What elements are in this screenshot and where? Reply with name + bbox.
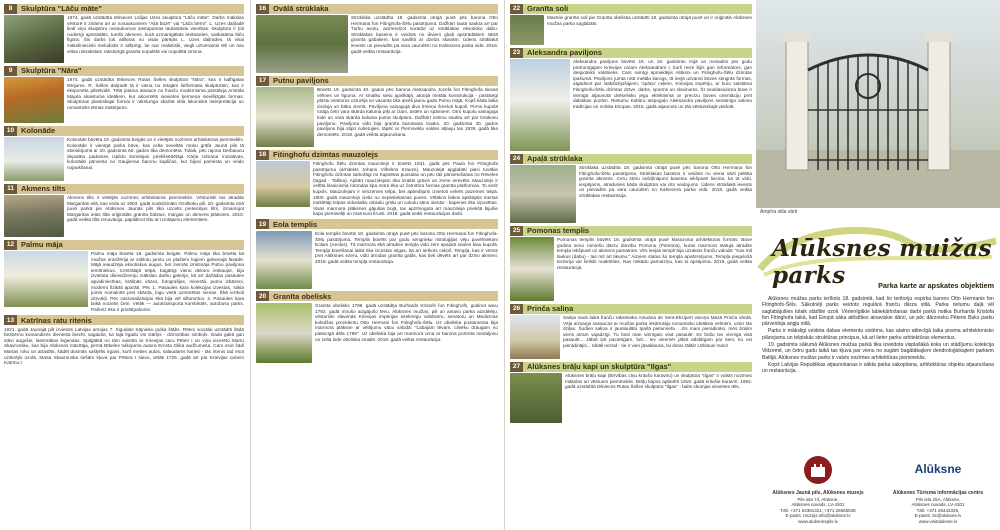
section-body (256, 303, 498, 363)
contact-museum (762, 452, 874, 524)
section-text: 1974. gadā uzstādīta tēlnieces Rutas Šelles skulptūra "Nāra", kas ir kalfīgalas tēlojums. R. Šelles daiļradē tā ir viena no retajām lielformāta skulptūrām, kas ir eksponēta pilsētvidē. Tēlā jūtama atsauce no franču modernisma pārstāvja Aristīda Majola skaistuma ideāliem, kur akcentēts sievietes ķermeņa sievišķīgās formas. Skulptūras plastiskajai formai ir raksturīga skarbā stila lakoniskā interpretācija un romantisks tēmas traktējums. (67, 77, 244, 110)
section-25 (510, 225, 752, 301)
section-number: 11 (4, 184, 17, 194)
section-title: Katrīnas ratu ritenis (17, 315, 244, 325)
section-title: Kolonāde (17, 126, 244, 136)
section-number: 12 (4, 240, 17, 250)
section-10 (4, 125, 244, 181)
section-19 (256, 219, 498, 289)
contact-email[interactable]: E-pasts: tic@aluksne.lv (914, 513, 962, 518)
section-number: 25 (510, 226, 523, 236)
subtitle: Parka karte ar apskates objektiem (878, 281, 994, 290)
section-16 (256, 3, 498, 73)
section-body (4, 195, 244, 237)
section-13 (4, 315, 244, 366)
section-title: Akmens tilts (17, 184, 244, 194)
section-header (510, 3, 752, 14)
section-header (4, 315, 244, 326)
section-photo (4, 77, 64, 123)
section-photo (256, 303, 312, 363)
section-27 (510, 361, 752, 423)
section-title: Aleksandra paviljons (523, 48, 752, 58)
contact-line: Tālr. +371 64381321; +371 25665538 (780, 507, 856, 513)
section-title: Granīta soli (523, 4, 752, 14)
section-body (510, 59, 752, 151)
section-photo (510, 165, 576, 223)
column-1 (0, 0, 248, 530)
section-text: 1974. gadā uzstādīta tēlnieces Lūlijas Uzes skulptūra "Lāču māte". Darbs mākslas vēsturē ir zināms arī ar nosaukumiem "Aiļā būzē" vai "Lāča bērni". L. Uzes daiļradē liedi viņu skulptūru nosaukumos sastopamas tautastāstu vienības. Skulptūra ir ļoti noderīgi apstrādāts, tumšs akmens, kurā uzmanīgākās ieskatoties, saskatāma lāču figūra. Šis darbs ļoti atšķiras no visas pārējās L. Uzes daiļrades, tā visai mākslinieciski melodisks ir atšķirīgi, tie nav realistiski, viegli uztveramie tēli un nav vēlas rokrakstam raksturīgā granīta nopulētā vai nopulētā virsma. (67, 15, 244, 54)
section-11 (4, 183, 244, 237)
section-text: Akmens tilts ir vietējās nozīmes arhitektūras piemineklis. Vēsturiski tas atradās Margaritas ielā, kas vedu uz 1903. gadā nodedzināto Ozolkoku pili. 20. gadsimta otrā pusē parkā pie Alūksnes Jaunās pils tika uzcelts pieteicējus tilts, izmantojot Margaritas ielas tilta oriģinālās granīta balstus, margas un akmens plāksnes. 2010. gadā veikta tilta renovācija, papildinot tiltu ar izrotājumu elementiem. (67, 195, 244, 223)
museum-logo (762, 452, 874, 488)
section-9 (4, 65, 244, 123)
section-title: Prinča saliņa (523, 304, 752, 314)
section-header (510, 153, 752, 164)
section-number: 10 (4, 126, 17, 136)
section-photo (510, 237, 554, 301)
section-photo (510, 315, 560, 359)
section-title: Putnu paviljons (269, 76, 498, 86)
section-header (510, 303, 752, 314)
section-24 (510, 153, 752, 223)
section-20 (256, 291, 498, 363)
section-8 (4, 3, 244, 63)
section-header (4, 183, 244, 194)
section-text: Strūklaka uzstādīta 18. gadsimta otrajā pusē pēc barona Otto Hermaņa fon Fitinghofa-Šēlu pasūtījuma. Strūklakas baseins ir veidots no viena sārti pelēka granīta akmens. Ceru stūru iedziļinājumi baseina iekšpusē liecina, ka tā vidū, iespējams, atradusies kāda skulptūra vai cits veidojums. Ūdens strūklakā ievests un pievadīts pa vara caurulēm no Kalnezera parka vidū. 2018. gadā veikta strūklakas restaurācija. (579, 165, 752, 198)
contact-tic (882, 452, 994, 524)
section-header (510, 361, 752, 372)
section-text: Palmu māja būvēta 18. gadsimta beigās. Palmu māja tika būvēta kā muižas oranžērija ar stiklotu jumtu un plašiem logiem galvenajā fasādē. Mājā ieaudzēja eksotiskus augus, bet ziemās izmitināja Putnu paviljona iemītniekus. Centrālajā telpā, bagātīgi vienu dekoru ieskaujot, bija izvietota dienvidzemju mākslas darbu galerija, kā arī dažādas pasaules apvidiniecības, krāšņās vāzes, fotografijas, minerāli, putnu izbāzeņi, moderni fizikāli aparāti. Pēc 1. Pasaules kara kolekcijas izvestas, stikla jumts nomainīts pret skārda, logu vietā uzmūrētas sienas. Ēkā ierīkoti dzīvokļi. Pēc nacionalizācijas ēkā bija vēl siltumnīca. 2. Pasaules kara laikā nocietis četri. Vēlāk — autotransporta kombināts, autobusu parks. Pašreiz ēka ir privātīpašums. (91, 251, 244, 312)
section-number: 27 (510, 362, 523, 372)
section-number: 19 (256, 219, 269, 229)
contact-line: Tālr. +371 25442335, (916, 507, 960, 513)
section-photo (256, 231, 312, 289)
section-header (4, 125, 244, 136)
section-body (510, 165, 752, 223)
section-number: 20 (256, 291, 269, 301)
section-number: 16 (256, 4, 269, 14)
main-title: Alūksnes muižas parks (772, 235, 992, 289)
section-18 (256, 149, 498, 217)
gate-photo (756, 0, 1000, 208)
castle-icon (803, 455, 833, 485)
section-photo (4, 15, 64, 63)
section-body (510, 237, 752, 301)
section-26 (510, 303, 752, 359)
section-body (4, 15, 244, 63)
section-header (510, 225, 752, 236)
section-body (510, 15, 752, 45)
section-body (4, 327, 244, 366)
section-header (256, 3, 498, 14)
section-body (510, 373, 752, 423)
tic-logo-text: Alūksne (914, 462, 962, 477)
section-number: 24 (510, 154, 523, 164)
contact-name: Alūksnes Tūrisma informācijas centrs (892, 490, 984, 496)
section-text: Būvēts 19. gadsimta 40. gados pēc barona Aleksandra Jozefa fon Fitinghofa sievas vēlmes un līguma. Ar smalku sietu apvilkājā, atūnijā metāla konstrukcijā - pastāvīgi plūstu viesturos uzturēja un vasarās tika atvēli jaunu gadu Putnu mājā. Kopš kāda laika ziedoja un bāka ziemā. Paviljona vainagojā divu līmeņu šmeloti kupoli. Pirms kupolā rotāja četri vara skārda kaluma pīķi ar izam, astēm un spārniem. Otro kupolu vainagoja lode un vara skārda kaluma putna skulptūra. Dažkārt cetimu sauktu arī par Drakonu paviljonu. Paviljona vidū bija granīta barotavas trauks. 20. gadsimta 30. gados paviljons bija stipri nolietojies, tāpēc ar Pieminekļu valdes atļauju tas 1939. gadā tika demontēts. 2018. gadā veikta atjaunošana. (317, 87, 498, 137)
section-photo (4, 195, 64, 237)
column-2 (252, 0, 502, 530)
section-number: 26 (510, 304, 523, 314)
section-body (4, 77, 244, 123)
section-photo (4, 251, 88, 307)
contact-website[interactable]: www.aluksnespils.lv (798, 518, 838, 524)
section-header (256, 149, 498, 160)
intro-text (756, 296, 1000, 375)
section-title: Fitinghofu dzimtas mauzolejs (269, 150, 498, 160)
section-text: Alūksnes brāļu kapi (Brīvības cīņu kritušo karavīru) un skulptūra "Ilgas" ir valsts nozīmes mākslas un vēstures piemineklis. Brāļu kapos apbedīti 1919. gadā kritušie karavīri. 1992. gadā uzstādīta tēlnieces Rutas Šelles skulptūra "Ilgas" - balts skumjas sievietes tēls. (565, 373, 752, 390)
section-body (4, 251, 244, 313)
section-number: 22 (510, 4, 523, 14)
section-text: Granīta obelisks 1799. gadā uzstādīja Burhards Kristofs fon Fitinghofs, godinot savu 1792. gadā mirušo aizgājušo tēvu, Alūksnes muižas, pili un ainavu parka aizsākēju, vēsturiski slavenās Krievijas impērijas ietekmīgu valstsvīru, senatoru un Medicīnas koledžas prezidentu Otto Hermani fon Fitinghofu-Šēlu. Uz obeliska postamenta bija marmora plāksne ar vēltījumu vācu valodā: "Labajam tēvam, cilvēku draugam no pateicīgā dēla 1799". Uz obeliska bija arī marmora urna ar barona portreta medaljonu un zelta lode obeliska smailē. 2018. gadā veikta restaurācija. (315, 302, 498, 342)
section-header (510, 47, 752, 58)
section-number: 17 (256, 76, 269, 86)
section-title: Eola templis (269, 219, 498, 229)
section-text: Masīvie granīta soli pie Granīta obeliska uzstādīti 18. gadsimta otrajā pusē un ir oriģināls Alūksnes muižas parka saglabāts. (547, 15, 752, 26)
contact-line: Pils iela 74, Alūksne, (797, 496, 839, 502)
section-text: Pomonas templis būvēts 18. gadsimta otrajā pusē klasicisma arhitektūras formās. Būve godina seno romiešu dārzu dievību Pomonu (Pōmōna), kuras marmora statuja atradās tempļa iekšpusē uz akmens pamatnes. Virs ieejas templī bija uzraksts franču valodā: "Kas mīl laukus (dabu) - tas mīl arī tikumu." Aizvien status šo tempļa apvārsnījums. Tempļa piegulošā teritorija var lieliski noaktēties. Nav nekādu pamatziņu, kas to apstiprina. 2018. gadā veikta restaurācija. (557, 237, 752, 270)
gate-caption: Ampīra stila vārti (760, 209, 798, 215)
intro-paragraph: Alūksnes muižas parks ierīkots 18. gadsimtā, kad šo teritoriju nopirka barons Otto Hermanis fon Fitinghofs-Šēls. Sākotnēji parks veidots regulārā franču dārza stilā. Parka rietumu daļā vēl saglabājušies tolaik stādītie ozoli. Vērienīgākie labiekārtošanas darbi parkā notika Burharda Kristofa fon Fitinghofa laikā, kad Eiropā sāka attīstīties ainaviskie dārzi, un pēc dārznieku Pēteris Buks parku pārveidoja angļu stilā. (762, 296, 994, 328)
column-3 (506, 0, 756, 530)
section-number: 13 (4, 315, 17, 325)
intro-paragraph: Parks ir māksligi veidota dabas elementu sistēma, kas ataino attiecīgā laika posma arhitektonisko plānojumu un telpiskās struktūras principus, kā arī lieter parku arhitektūras elementus. (762, 328, 994, 341)
section-header (256, 75, 498, 86)
section-title: Apaļā strūklaka (523, 154, 752, 164)
section-text: Fitinghofu Šēlu dzimtas mauzolejs ir būvēts 1831. gadā pēc Paula fon Fitinghofa pasūtījuma (arhitekts Johans Vilhelms Krauze). Mauzolejā apglabāti pieci tuvākie Fitinghofu dzimtas sarkofāgi no Kapsētas pussalas un pēc tās pārvietošanas no Rēveles (tagad - Tallina). Apkārt mauzolejam tika izrakts grāvis un zeme ierevēla. Mauzolejs ir veltīta klasicisma rotondas tipa mūra ēka uz četrstūra formas granīta platformas. To sedz kupols. Mauzolejam ir virszemes telpa, bet apbedījumi izvietoti velvēs pazemes telpā. 1900. gadā mauzolejs cietis no nepietiekamas puses. Vēlākos laikos apskāptis mertas meklētāji telpas viduslaiku ulzaulu grīdu un cokolu sānu sienās - kapenes tika izpostītas. Visas marmora plāksnes gājušas bojā, tas apzīmogota arī mauzoleja priekšā bijušie kapu pieminekļi un marmora krusti. 2018. gadā veikti restaurācijas darbi. (313, 161, 498, 217)
section-title: Ovālā strūklaka (269, 4, 498, 14)
cover-panel (756, 0, 1000, 530)
section-title: Skulptūra "Nāra" (17, 66, 244, 76)
section-photo (510, 15, 544, 45)
contact-line: Alūksnes novads, LV-4301 (791, 502, 845, 507)
section-title: Pomonas templis (523, 226, 752, 236)
section-text: Kolonāde būvēta 19. gadsimta beigās un ir vietējās nozīmes arhitektūras piemineklis. Kolonāde ir vienīgā parka būve, kas celta neveltās mūsu grāfa Jaunā pils tā atveidojumā ar 20. gadsimta 60. gados tika demontēta. Tolaik, pēc rajona Derbaiucu deputātu padomes izpildu komitejas priekšsēdētāja Kārļa Ulmaņa iniciatīvas, kolonāde pārvesta no Gaujienas baronu kapličas, kur bijusi pamesta un veido nojaukšanai. (67, 137, 244, 170)
section-body (256, 87, 498, 147)
gate-illustration (756, 0, 1000, 208)
contact-line: Pils iela 25A, Alūksne, (915, 496, 961, 502)
section-text: Aleksandra paviljons būvēts 18. un 19. gadsimtu mijā un nosaukts par godu pretrunīgajam Krievijas caram Aleksandram I, kurš reize bijis gan reformators, gan despotisks valdnieks. Cars svinīgi apmeklējis Alūksni un Fitinghofu-Šēlu dzimtas īpašumā. Paviljons jumta rotā metāla karogs, tā ieejā uzvaroti būves stingrās formas, atgādinot par stabilizējošajiem, 'spāņu' ceļiem, Krievijas impēriju, ar kuru saistāma Fitinghofu-Šēlu dzimtas dzīve, darbs, sporms un slavinums. Šī neoklasicisma būve ir vienīgā atjaunotā dvēselisko jēgu eklektismā ar precīzu būves orientāciju pret dabiskas pozām. Rietumu Kultūru atspoguļo Aleksandra paviljons senatnīgo salonu tradīcijas un nolūka Eiropas. 2015. gadā atjaunots un tās vēsturiskajā veidolā. (573, 59, 752, 109)
section-title: Palmu māja (17, 240, 244, 250)
section-text: Saliņa savā laikā franču rakstnieka Antuāna de Sent-Ekziperī varoņa Mazā Prinča vārdā. Vēja aizsargs sasaucas ar muižas parka iekārtotāju romantisko ideālistu vēlmēm, uzter tās dziļas. Šodien saliņa ir jaunlaulāto īpašā pieturvieta. ...Es mani pieradināsi, mēs būsim viens otram vajadzīgi. Tu būsi man vienīgais visā pasaulē. Es būšu tev vienīgā visā pasaulē... Jābūt ļoti pacietīgam, bet... tev vienmēr jābūt atbildīgam par tiem, ko esi pieradinājis... Ideāli nezūd - tie ir vien jāsaklausa, lai dotos tālāk! Uzklausi mani! (563, 315, 752, 348)
contact-email[interactable]: E-pasts: muzejs.info@aluksne.lv (785, 513, 851, 518)
section-number: 8 (4, 4, 17, 14)
section-body (256, 161, 498, 217)
section-photo (510, 373, 562, 423)
section-photo (256, 15, 348, 73)
section-title: Skulptūra "Lāču māte" (17, 4, 244, 14)
section-body (4, 137, 244, 181)
contact-name: Alūksnes Jaunā pils, Alūksnes muzejs (772, 490, 864, 496)
section-number: 23 (510, 48, 523, 58)
intro-paragraph: Kopš Latvijas Republikas atjaunošanas ir sākta parka sakopšana, arhitektūras objektu atjaunošana un restaurācija. (762, 361, 994, 375)
section-photo (256, 161, 310, 207)
section-body (510, 315, 752, 359)
section-photo (256, 87, 314, 147)
section-number: 18 (256, 150, 269, 160)
contact-line: Alūksnes novads, LV-4301 (911, 502, 965, 507)
section-body (256, 231, 498, 289)
section-22 (510, 3, 752, 45)
section-12 (4, 239, 244, 313)
contacts (756, 452, 1000, 524)
intro-paragraph: 19. gadsimta sākumā Alūksnes muižas parkā tika izveidota visplašākā koku un stādījumu kolekcija Vidzemē, un četru gadu laikā tas kļuva par vienu no sugām bagātākajiem dendroloģiskajiem parkiem Baltijā. Alūksnes muižas parks ir valsts nozīmes arhitektūras piemineklis. (762, 342, 994, 361)
section-text: Eola templis būvēts 18. gadsimta otrajā pusē pēc barona Otto Hermaņa fon Fitinghofa-Šēlu pasūtījuma. Templis būvēts par godu sengrieķu mitoloģijas vēju pavēlniekam Eolam (Aeolus). Tā marmora ēkā atradies tempļa vidū zem apaļotā saules klau kupolā. Tempļa būvēšanai laikā tika izcirstas stigas, kā arī ierīkots celiņš. Tempļa, kas ir vērsts pret Alūksnes ezeru, vidū atrodas granīta galds, kas tiek dēvēts arī par dzīvo akmeni. 2018. gadā veikta tempļa restaurācija. (315, 230, 498, 264)
section-header (256, 219, 498, 230)
section-title: Granīta obelisks (269, 291, 498, 301)
section-23 (510, 47, 752, 151)
contact-website[interactable]: www.visitaluksne.lv (918, 518, 958, 524)
tic-logo (882, 452, 994, 488)
section-17 (256, 75, 498, 147)
section-header (4, 239, 244, 250)
section-text: 1921. gadā Jaunajā pilī izvietots Latvijas armijas 7. Siguldas Kājnieku pulka štābs. Rīteni sociālai uzstādīti šādā bezbērnu komandieris dienesta biezīti, sagaidot, ka tajā līgadu vīs stārķis - dzimstības simbols. Gadu gaitā gan stāvi augošie, latvīmākas leģendas. Spilgtākā no tām saistīta ar Krievijas caru Pēteri I un viņa iecerēto Martu Skavronsku, kas bija Alūksnes mācītāja, pirmā Bībeles tulkojuma autora Ernsta Glika audžumeita. Cars esot šādi Martas roku un atraidīts, kādēļ dusmās sašķēlis irgaini, kurš meties aulos, salaudams karieti - tās ritenis tad esot uzskrējis ozolā. Marta Skavronska tiešām kļuva par Pētera I sievu, vēlāk 1725. gadā arī par Krievijas cariem Katrīnu I. (4, 326, 244, 366)
section-body (256, 15, 498, 73)
section-text: Strūklaka uzstādīta 18. gadsimta otrajā pusē pēc barona Otto Hermaņa fon Fitinghofa-Šēlu pasūtījuma. Dažkārt tautā saukta arī par Turku avotu, acimredzot norādot uz strūklakas eksotisko dabu. Strūklakas baseins ir veidots no diviem gludi apstrādātiem sārtā granīta gabaliem, kas savilkti ar dzelzs skavām. Ūdens strūklakā ievests un pievadīts pa vara caurulēm no Kalnezera parka vidū. 2018. gadā veikta restaurācija. (351, 15, 498, 54)
section-number: 9 (4, 66, 17, 76)
section-header (4, 3, 244, 14)
section-photo (4, 137, 64, 181)
section-title: Alūksnes brāļu kapi un skulptūra "Ilgas" (523, 362, 752, 372)
section-header (256, 291, 498, 302)
section-header (4, 65, 244, 76)
section-photo (510, 59, 570, 151)
